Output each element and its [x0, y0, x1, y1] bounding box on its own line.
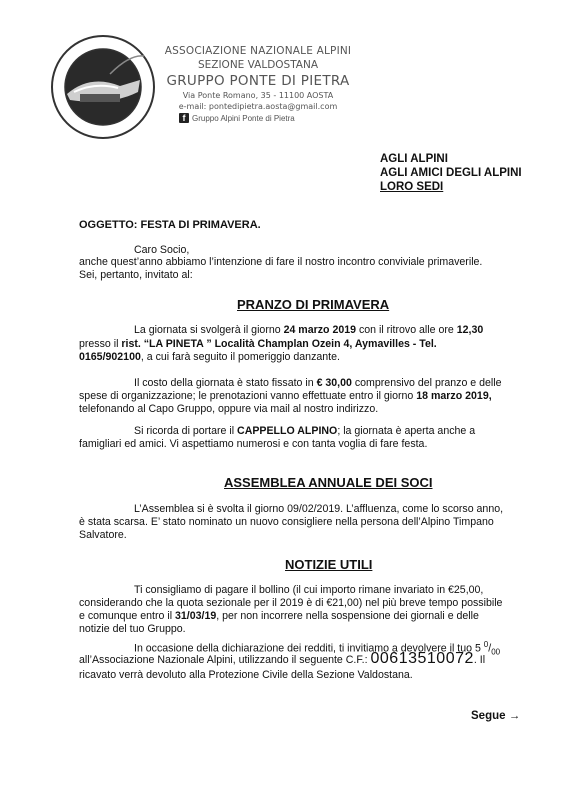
recipient-line-3: LORO SEDI — [380, 181, 444, 193]
section-title-lunch: PRANZO DI PRIMAVERA — [237, 297, 390, 312]
news-line-2: considerando che la quota sezionale per il 2019 è di €21,00) nel più breve tempo possibile — [79, 597, 503, 609]
intro-line-1: anche quest’anno abbiamo l’intenzione di fare il nostro incontro conviviale primaverile. — [79, 256, 483, 268]
next-page-indicator: Segue → — [471, 710, 521, 722]
facebook-icon: f — [179, 113, 189, 123]
lunch-para1-line2: presso il rist. “LA PINETA ” Località Champlan Ozein 4, Aymavilles - Tel. — [79, 338, 437, 350]
news-line-3: e comunque entro il 31/03/19, per non incorrere nella sospensione dei giornali e delle — [79, 610, 479, 622]
subject: OGGETTO: FESTA DI PRIMAVERA. — [79, 219, 261, 231]
news-line-7: ricavato verrà devoluto alla Protezione Civile della Sezione Valdostana. — [79, 669, 413, 681]
lunch-para2-line2: spese di organizzazione; le prenotazioni vanno effettuate entro il giorno 18 marzo 2019, — [79, 390, 492, 402]
letterhead-email: e-mail: pontedipietra.aosta@gmail.com — [178, 102, 338, 111]
lunch-para3-line1: Si ricorda di portare il CAPPELLO ALPINO; la giornata è aperta anche a — [134, 425, 476, 437]
tax-code: 00613510072 — [370, 650, 474, 667]
lunch-para2-line3: telefonando al Capo Gruppo, oppure via mail al nostro indirizzo. — [79, 403, 379, 415]
lunch-para3-line2: famigliari ed amici. Vi aspettiamo numerosi e con tanta voglia di fare festa. — [79, 438, 428, 450]
assembly-line-1: L’Assemblea si è svolta il giorno 09/02/2019. L’affluenza, come lo scorso anno, — [134, 503, 504, 515]
assembly-line-2: è stata scarsa. E’ stato nominato un nuovo consigliere nella persona dell’Alpino Timpano — [79, 516, 494, 528]
letterhead-group: GRUPPO PONTE DI PIETRA — [166, 73, 350, 89]
lunch-para1-line1: La giornata si svolgerà il giorno 24 marzo 2019 con il ritrovo alle ore 12,30 — [134, 324, 484, 336]
letterhead-section: SEZIONE VALDOSTANA — [197, 59, 319, 71]
news-line-1: Ti consigliamo di pagare il bollino (il cui importo rimane invariato in €25,00, — [134, 584, 484, 596]
news-line-5: In occasione della dichiarazione dei redditi, ti invitiamo a devolvere il tuo 5 $^0/_{00}$ — [134, 640, 501, 657]
news-line-6: all’Associazione Nazionale Alpini, utilizzando il seguente C.F.: 00613510072. Il — [79, 650, 486, 667]
section-title-news: NOTIZIE UTILI — [285, 557, 373, 572]
lunch-para2-line1: Il costo della giornata è stato fissato in € 30,00 comprensivo del pranzo e delle — [134, 377, 502, 389]
letterhead-association: ASSOCIAZIONE NAZIONALE ALPINI — [164, 45, 352, 57]
letterhead-address: Via Ponte Romano, 35 - 11100 AOSTA — [182, 91, 334, 100]
recipient-line-1: AGLI ALPINI — [380, 153, 448, 165]
assembly-line-3: Salvatore. — [79, 529, 127, 541]
association-logo — [50, 34, 156, 140]
lunch-para1-line3: 0165/902100, a cui farà seguito il pomeriggio danzante. — [79, 351, 340, 363]
greeting: Caro Socio, — [134, 244, 190, 256]
news-line-4: notizie del tuo Gruppo. — [79, 623, 186, 635]
section-title-assembly: ASSEMBLEA ANNUALE DEI SOCI — [224, 475, 433, 490]
letterhead-facebook — [179, 113, 295, 123]
recipient-line-2: AGLI AMICI DEGLI ALPINI — [380, 167, 522, 179]
facebook-page-name: Gruppo Alpini Ponte di Pietra — [192, 113, 295, 123]
intro-line-2: Sei, pertanto, invitato al: — [79, 269, 193, 281]
